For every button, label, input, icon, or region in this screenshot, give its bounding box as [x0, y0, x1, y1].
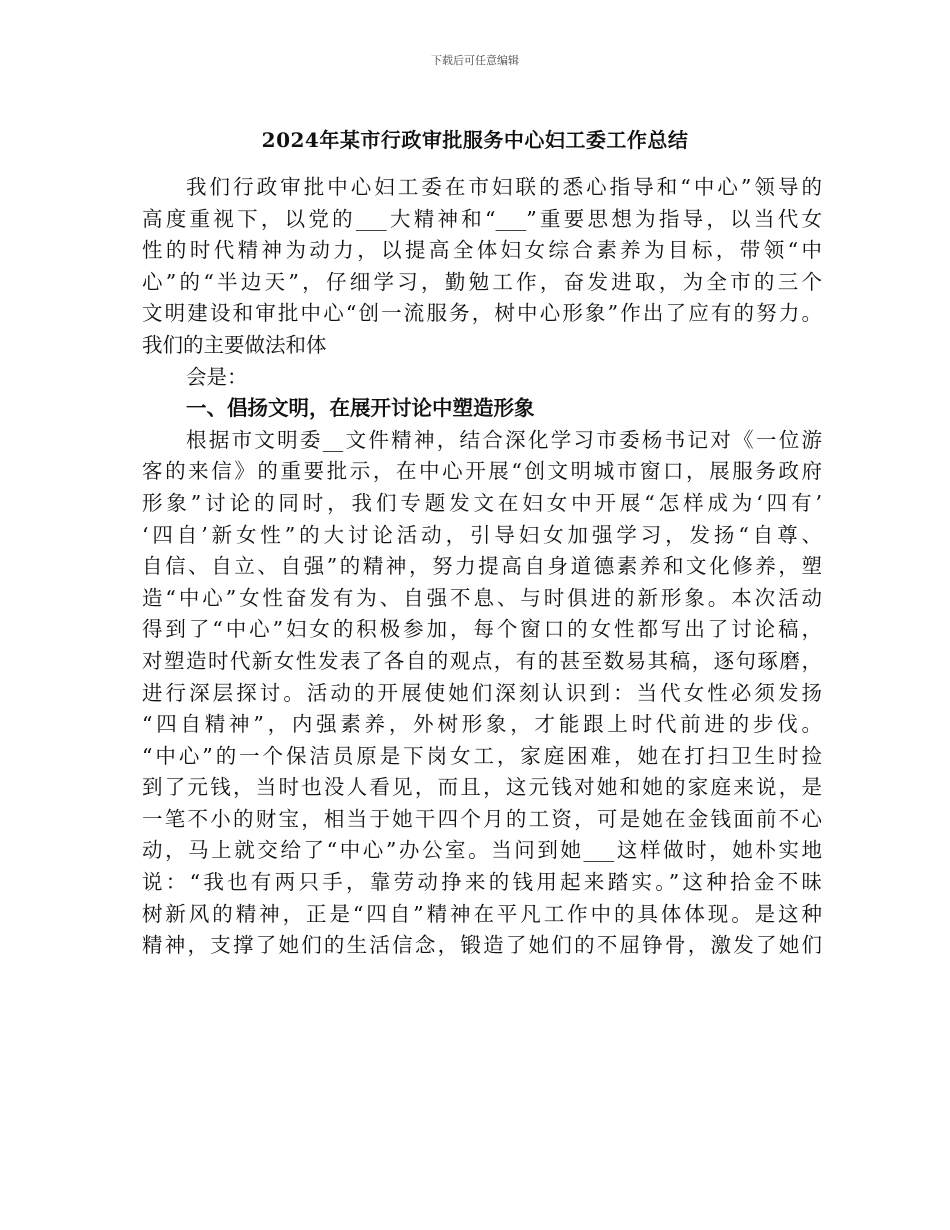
- section-heading: 一、倡扬文明，在展开讨论中塑造形象: [186, 396, 535, 421]
- paragraph-line: 会是：: [186, 364, 248, 389]
- paragraph-line: 自信、自立、自强”的精神，努力提高自身道德素养和文化修养，塑: [142, 554, 822, 579]
- paragraph-line: “四自精神”，内强素养，外树形象，才能跟上时代前进的步伐。: [142, 712, 822, 737]
- paragraph-line: 根据市文明委__文件精神，结合深化学习市委杨书记对《一位游: [186, 427, 822, 452]
- paragraph-line: 一笔不小的财宝，相当于她干四个月的工资，可是她在金钱面前不心: [142, 806, 822, 831]
- paragraph-line: 文明建设和审批中心“创一流服务，树中心形象”作出了应有的努力。: [142, 301, 822, 326]
- paragraph-line: 性的时代精神为动力，以提高全体妇女综合素养为目标，带领“中: [142, 238, 822, 263]
- paragraph-line: 精神，支撑了她们的生活信念，锻造了她们的不屈铮骨，激发了她们: [142, 933, 822, 958]
- document-body: [142, 172, 822, 962]
- header-note: 下载后可任意编辑: [431, 54, 519, 67]
- paragraph-line: 对塑造时代新女性发表了各自的观点，有的甚至数易其稿，逐句琢磨，: [142, 648, 822, 673]
- document-title: 2024年某市行政审批服务中心妇工委工作总结: [261, 128, 689, 152]
- paragraph-line: 树新风的精神，正是“四自”精神在平凡工作中的具体体现。是这种: [142, 901, 822, 926]
- paragraph-line: ‘四自’新女性”的大讨论活动，引导妇女加强学习，发扬“自尊、: [142, 522, 822, 547]
- paragraph-line: 造“中心”女性奋发有为、自强不息、与时俱进的新形象。本次活动: [142, 585, 822, 610]
- paragraph-line: 客的来信》的重要批示，在中心开展“创文明城市窗口，展服务政府: [142, 459, 822, 484]
- paragraph-line: 得到了“中心”妇女的积极参加，每个窗口的女性都写出了讨论稿，: [142, 617, 822, 642]
- paragraph-line: 形象”讨论的同时，我们专题发文在妇女中开展“怎样成为‘四有’: [142, 490, 822, 515]
- paragraph-line: 说：“我也有两只手，靠劳动挣来的钱用起来踏实。”这种拾金不昧: [142, 870, 822, 895]
- paragraph-line: 心”的“半边天”，仔细学习，勤勉工作，奋发进取，为全市的三个: [142, 269, 822, 294]
- paragraph-line: 进行深层探讨。活动的开展使她们深刻认识到：当代女性必须发扬: [142, 680, 822, 705]
- paragraph-line: “中心”的一个保洁员原是下岗女工，家庭困难，她在打扫卫生时捡: [142, 743, 822, 768]
- paragraph-line: 到了元钱，当时也没人看见，而且，这元钱对她和她的家庭来说，是: [142, 775, 822, 800]
- paragraph-line: 我们的主要做法和体: [142, 332, 327, 357]
- paragraph-line: 我们行政审批中心妇工委在市妇联的悉心指导和“中心”领导的: [186, 175, 822, 199]
- paragraph-line: 高度重视下，以党的___大精神和“___”重要思想为指导，以当代女: [142, 206, 822, 231]
- paragraph-line: 动，马上就交给了“中心”办公室。当问到她___这样做时，她朴实地: [142, 838, 822, 863]
